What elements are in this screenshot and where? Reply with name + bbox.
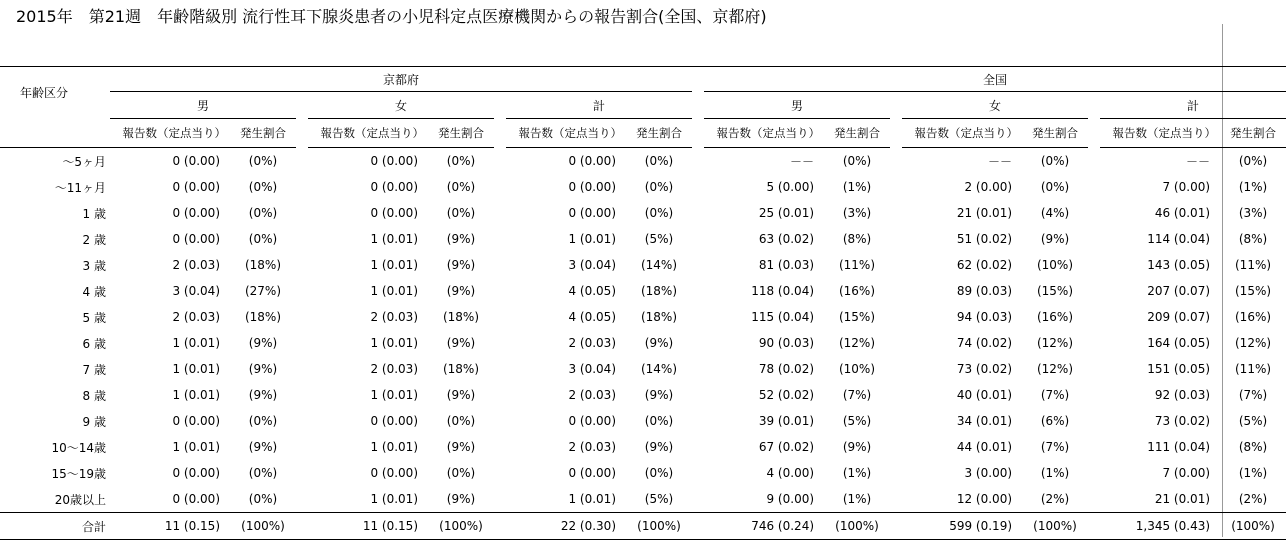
count-cell: 1 (0.01) (370, 284, 418, 298)
sex-header: 計 (1100, 92, 1286, 119)
rate-cell: (10%) (838, 362, 876, 376)
rate-cell: (10%) (1036, 258, 1074, 272)
rate-header: 発生割合 (428, 119, 494, 148)
rate-cell: (9%) (446, 258, 476, 272)
rate-cell: (100%) (428, 513, 494, 540)
total-row (0, 513, 1286, 540)
age-label: 10～14歳 (51, 440, 106, 455)
count-cell: 0 (0.00) (568, 180, 616, 194)
sex-header: 男 (110, 92, 296, 119)
table-row (0, 382, 1286, 408)
rate-cell: (15%) (1235, 284, 1272, 298)
table-row (0, 434, 1286, 460)
table-row (0, 460, 1286, 486)
count-cell: 0 (0.00) (172, 206, 220, 220)
age-label: 1 歳 (82, 206, 106, 221)
count-cell: 0 (0.00) (172, 492, 220, 506)
count-cell: 63 (0.02) (758, 232, 815, 246)
age-label: 7 歳 (82, 362, 106, 377)
rate-cell: (3%) (842, 206, 872, 220)
sex-header: 女 (902, 92, 1088, 119)
rate-cell: (0%) (248, 414, 278, 428)
count-cell: 151 (0.05) (1147, 362, 1211, 376)
rate-cell: (0%) (644, 414, 674, 428)
table-row (0, 278, 1286, 304)
rate-cell: (18%) (640, 310, 678, 324)
rate-cell: (7%) (1040, 440, 1070, 454)
rate-cell: (11%) (838, 258, 876, 272)
rate-cell: (18%) (640, 284, 678, 298)
count-cell: 115 (0.04) (751, 310, 815, 324)
count-cell: 2 (0.03) (172, 258, 220, 272)
count-cell: 1 (0.01) (568, 492, 616, 506)
rate-cell: (5%) (644, 232, 674, 246)
count-cell: 111 (0.04) (1147, 440, 1211, 454)
count-cell: 1 (0.01) (568, 232, 616, 246)
count-cell: 1 (0.01) (370, 388, 418, 402)
count-cell: 94 (0.03) (956, 310, 1013, 324)
sex-header: 男 (704, 92, 890, 119)
table-row (0, 252, 1286, 278)
count-cell: 1 (0.01) (172, 388, 220, 402)
age-label: ～11ヶ月 (54, 180, 106, 195)
count-cell: 73 (0.02) (1154, 414, 1211, 428)
rate-header: 発生割合 (1022, 119, 1088, 148)
count-cell: 11 (0.15) (308, 513, 428, 540)
count-cell: 0 (0.00) (370, 154, 418, 168)
count-cell: 9 (0.00) (766, 492, 815, 506)
rate-cell: (0%) (248, 180, 278, 194)
rate-cell: (16%) (838, 284, 876, 298)
count-cell: 114 (0.04) (1147, 232, 1211, 246)
count-cell: －－ (1186, 154, 1211, 169)
count-cell: 209 (0.07) (1147, 310, 1211, 324)
count-cell: 164 (0.05) (1147, 336, 1211, 350)
rate-cell: (9%) (446, 232, 476, 246)
rate-cell: (1%) (1040, 466, 1070, 480)
rate-cell: (8%) (842, 232, 872, 246)
rate-cell: (15%) (1036, 284, 1074, 298)
count-cell: 4 (0.05) (568, 284, 616, 298)
rate-cell: (9%) (446, 284, 476, 298)
age-label: 5 歳 (82, 310, 106, 325)
rate-cell: (14%) (640, 362, 678, 376)
count-cell: 51 (0.02) (956, 232, 1013, 246)
sex-header: 女 (308, 92, 494, 119)
count-cell: 1 (0.01) (172, 440, 220, 454)
rate-cell: (0%) (446, 206, 476, 220)
rate-cell: (8%) (1238, 440, 1268, 454)
age-label: 9 歳 (82, 414, 106, 429)
count-cell: 90 (0.03) (758, 336, 815, 350)
rate-cell: (9%) (446, 388, 476, 402)
rate-header: 発生割合 (824, 119, 890, 148)
rate-cell: (0%) (1040, 180, 1070, 194)
rate-cell: (12%) (1036, 336, 1074, 350)
count-cell: 0 (0.00) (172, 180, 220, 194)
rate-cell: (5%) (1238, 414, 1268, 428)
count-cell: 46 (0.01) (1154, 206, 1211, 220)
rate-cell: (7%) (1040, 388, 1070, 402)
rate-cell: (2%) (1040, 492, 1070, 506)
rate-cell: (100%) (824, 513, 890, 540)
rate-cell: (9%) (446, 440, 476, 454)
rate-cell: (14%) (640, 258, 678, 272)
rate-cell: (0%) (1238, 154, 1268, 168)
count-cell: 4 (0.05) (568, 310, 616, 324)
age-label: 合計 (0, 513, 110, 540)
rate-cell: (11%) (1235, 362, 1272, 376)
rate-cell: (9%) (1040, 232, 1070, 246)
rate-cell: (9%) (842, 440, 872, 454)
rate-cell: (9%) (446, 336, 476, 350)
rate-cell: (7%) (842, 388, 872, 402)
count-cell: 78 (0.02) (758, 362, 815, 376)
rate-cell: (0%) (644, 206, 674, 220)
count-cell: 0 (0.00) (568, 414, 616, 428)
count-cell: 25 (0.01) (758, 206, 815, 220)
count-header: 報告数（定点当り） (704, 119, 824, 148)
count-cell: 0 (0.00) (370, 414, 418, 428)
count-cell: 3 (0.04) (172, 284, 220, 298)
rate-header: 発生割合 (230, 119, 296, 148)
rate-cell: (2%) (1238, 492, 1268, 506)
count-cell: 2 (0.00) (964, 180, 1013, 194)
count-cell: 3 (0.00) (964, 466, 1013, 480)
rate-cell: (27%) (244, 284, 282, 298)
rate-cell: (7%) (1238, 388, 1268, 402)
rate-cell: (18%) (442, 362, 480, 376)
count-cell: 0 (0.00) (568, 206, 616, 220)
age-label: 6 歳 (82, 336, 106, 351)
count-cell: 67 (0.02) (758, 440, 815, 454)
rate-header: 発生割合 (626, 119, 692, 148)
rate-cell: (0%) (446, 180, 476, 194)
table-row (0, 408, 1286, 434)
page-title: 2015年 第21週 年齢階級別 流行性耳下腺炎患者の小児科定点医療機関からの報告割合(全国、京都府) (16, 7, 767, 26)
age-label: 2 歳 (82, 232, 106, 247)
rate-cell: (18%) (244, 310, 282, 324)
rate-cell: (12%) (1235, 336, 1272, 350)
rate-cell: (16%) (1036, 310, 1074, 324)
table-row (0, 200, 1286, 226)
count-cell: 2 (0.03) (370, 310, 418, 324)
rate-cell: (11%) (1235, 258, 1272, 272)
age-header: 年齢区分 (0, 67, 110, 119)
count-cell: 0 (0.00) (172, 466, 220, 480)
count-cell: 89 (0.03) (956, 284, 1013, 298)
rate-cell: (9%) (248, 336, 278, 350)
count-cell: 2 (0.03) (568, 336, 616, 350)
count-cell: －－ (988, 154, 1013, 169)
age-label: 20歳以上 (54, 492, 106, 507)
count-cell: 1 (0.01) (172, 362, 220, 376)
count-cell: 0 (0.00) (172, 414, 220, 428)
count-cell: 118 (0.04) (751, 284, 815, 298)
count-cell: 1 (0.01) (370, 336, 418, 350)
rate-cell: (0%) (248, 492, 278, 506)
count-header: 報告数（定点当り） (110, 119, 230, 148)
count-cell: 40 (0.01) (956, 388, 1013, 402)
rate-cell: (1%) (1238, 466, 1268, 480)
count-cell: 1 (0.01) (370, 258, 418, 272)
rate-cell: (18%) (442, 310, 480, 324)
region-kyoto-header: 京都府 (110, 67, 692, 92)
report-table (0, 66, 1286, 540)
count-cell: 1,345 (0.43) (1100, 513, 1220, 540)
rate-cell: (1%) (1238, 180, 1268, 194)
count-cell: 22 (0.30) (506, 513, 626, 540)
count-cell: 34 (0.01) (956, 414, 1013, 428)
count-cell: 2 (0.03) (568, 440, 616, 454)
rate-cell: (9%) (644, 336, 674, 350)
rate-cell: (9%) (248, 388, 278, 402)
rate-cell: (8%) (1238, 232, 1268, 246)
rate-cell: (9%) (644, 440, 674, 454)
rate-header: 発生割合 (1220, 119, 1286, 148)
rate-cell: (100%) (1220, 513, 1286, 540)
rate-cell: (0%) (644, 466, 674, 480)
age-label: ～5ヶ月 (62, 154, 106, 169)
rate-cell: (0%) (248, 206, 278, 220)
rate-cell: (0%) (446, 466, 476, 480)
rate-cell: (0%) (446, 154, 476, 168)
rate-cell: (0%) (644, 180, 674, 194)
table-row (0, 304, 1286, 330)
count-cell: 0 (0.00) (370, 466, 418, 480)
header-row-sub (0, 119, 1286, 148)
count-cell: 1 (0.01) (370, 492, 418, 506)
rate-cell: (5%) (842, 414, 872, 428)
count-header: 報告数（定点当り） (308, 119, 428, 148)
rate-cell: (15%) (838, 310, 876, 324)
count-cell: 599 (0.19) (902, 513, 1022, 540)
count-cell: 2 (0.03) (568, 388, 616, 402)
age-label: 15～19歳 (51, 466, 106, 481)
count-cell: 5 (0.00) (766, 180, 815, 194)
sex-header: 計 (506, 92, 692, 119)
table-row (0, 226, 1286, 252)
count-cell: 2 (0.03) (172, 310, 220, 324)
count-cell: 52 (0.02) (758, 388, 815, 402)
region-national-header: 全国 (704, 67, 1286, 92)
age-label: 4 歳 (82, 284, 106, 299)
rate-cell: (6%) (1040, 414, 1070, 428)
count-cell: 0 (0.00) (568, 466, 616, 480)
count-cell: 4 (0.00) (766, 466, 815, 480)
count-cell: 0 (0.00) (172, 232, 220, 246)
table-row (0, 330, 1286, 356)
rate-cell: (12%) (1036, 362, 1074, 376)
count-cell: 21 (0.01) (1154, 492, 1211, 506)
count-cell: 207 (0.07) (1147, 284, 1211, 298)
count-cell: 92 (0.03) (1154, 388, 1211, 402)
count-cell: 0 (0.00) (568, 154, 616, 168)
count-cell: 1 (0.01) (370, 232, 418, 246)
rate-cell: (9%) (644, 388, 674, 402)
rate-cell: (16%) (1235, 310, 1272, 324)
header-row-sex (0, 92, 1286, 119)
rate-cell: (100%) (1022, 513, 1088, 540)
rate-cell: (9%) (446, 492, 476, 506)
count-cell: 7 (0.00) (1162, 466, 1211, 480)
age-label: 8 歳 (82, 388, 106, 403)
count-header: 報告数（定点当り） (902, 119, 1022, 148)
rate-cell: (18%) (244, 258, 282, 272)
rate-cell: (100%) (626, 513, 692, 540)
rate-cell: (3%) (1238, 206, 1268, 220)
table-row (0, 174, 1286, 200)
count-header: 報告数（定点当り） (1100, 119, 1220, 148)
count-cell: 11 (0.15) (110, 513, 230, 540)
count-cell: 3 (0.04) (568, 362, 616, 376)
rate-cell: (9%) (248, 362, 278, 376)
rate-cell: (12%) (838, 336, 876, 350)
rate-cell: (0%) (1040, 154, 1070, 168)
rate-cell: (0%) (248, 466, 278, 480)
count-cell: 74 (0.02) (956, 336, 1013, 350)
table-row (0, 356, 1286, 382)
table-row (0, 148, 1286, 175)
region-gap (692, 67, 704, 92)
count-cell: 3 (0.04) (568, 258, 616, 272)
count-cell: 746 (0.24) (704, 513, 824, 540)
count-cell: 0 (0.00) (370, 206, 418, 220)
rate-cell: (1%) (842, 492, 872, 506)
count-cell: 0 (0.00) (370, 180, 418, 194)
count-cell: 2 (0.03) (370, 362, 418, 376)
rate-cell: (1%) (842, 180, 872, 194)
count-cell: －－ (790, 154, 815, 169)
table-row (0, 486, 1286, 513)
age-label: 3 歳 (82, 258, 106, 273)
count-cell: 73 (0.02) (956, 362, 1013, 376)
count-cell: 21 (0.01) (956, 206, 1013, 220)
count-cell: 62 (0.02) (956, 258, 1013, 272)
rate-cell: (0%) (248, 232, 278, 246)
rate-cell: (0%) (644, 154, 674, 168)
count-cell: 81 (0.03) (758, 258, 815, 272)
rate-cell: (0%) (842, 154, 872, 168)
count-cell: 1 (0.01) (370, 440, 418, 454)
count-cell: 143 (0.05) (1147, 258, 1211, 272)
rate-cell: (9%) (248, 440, 278, 454)
count-cell: 7 (0.00) (1162, 180, 1211, 194)
rate-cell: (4%) (1040, 206, 1070, 220)
count-cell: 39 (0.01) (758, 414, 815, 428)
rate-cell: (100%) (230, 513, 296, 540)
rate-cell: (1%) (842, 466, 872, 480)
header-row-region (0, 67, 1286, 92)
count-cell: 1 (0.01) (172, 336, 220, 350)
count-cell: 12 (0.00) (956, 492, 1013, 506)
count-cell: 0 (0.00) (172, 154, 220, 168)
count-header: 報告数（定点当り） (506, 119, 626, 148)
rate-cell: (5%) (644, 492, 674, 506)
rate-cell: (0%) (248, 154, 278, 168)
rate-cell: (0%) (446, 414, 476, 428)
count-cell: 44 (0.01) (956, 440, 1013, 454)
